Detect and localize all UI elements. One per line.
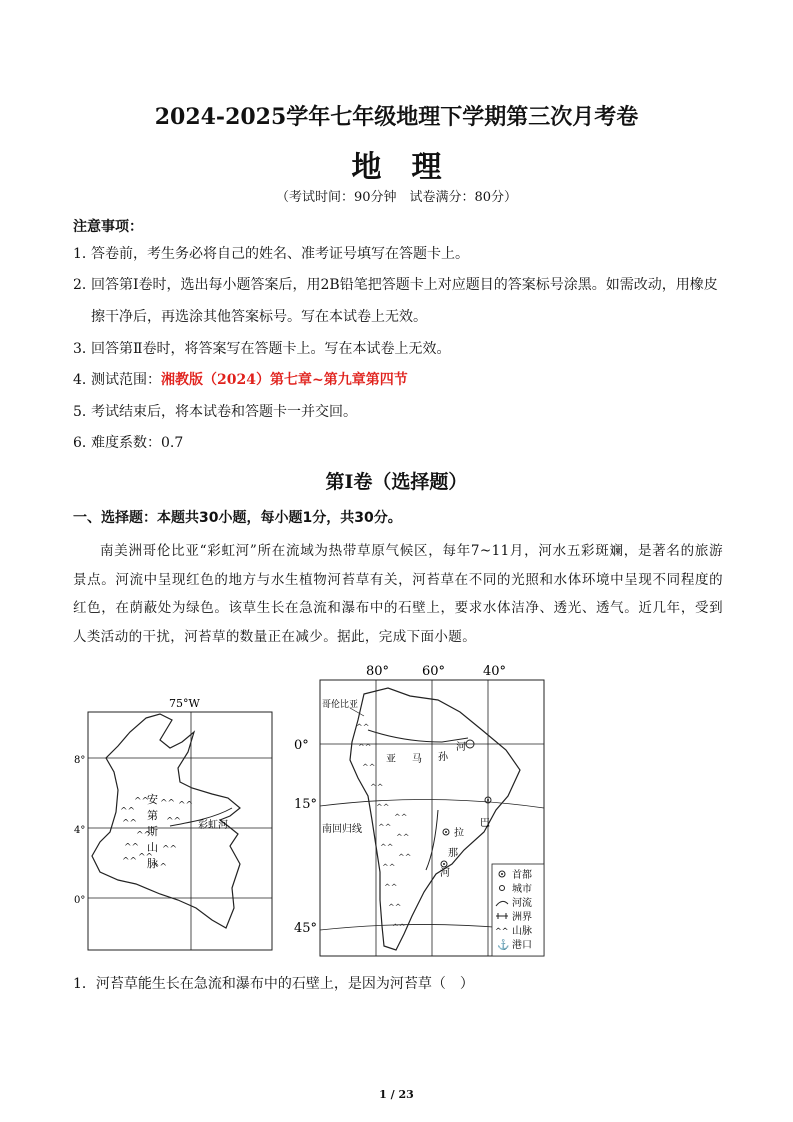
svg-text:^^: ^^: [382, 863, 396, 872]
parana-label: [440, 817, 490, 879]
svg-text:^^: ^^: [358, 743, 372, 752]
lat-45: 45°: [294, 921, 318, 936]
svg-text:孙: 孙: [438, 752, 448, 763]
colombia-map: [74, 692, 278, 962]
notice-title: 注意事项：: [73, 219, 143, 235]
test-scope: 湘教版（2024）第七章~第九章第四节: [161, 372, 408, 388]
svg-text:安: 安: [147, 793, 158, 806]
lon-label: 75°W: [169, 697, 200, 710]
svg-text:^^: ^^: [162, 845, 178, 855]
svg-text:^^: ^^: [120, 807, 136, 817]
notice-item-6: 6．难度系数：0.7: [73, 435, 184, 451]
lon-80: 80°: [366, 664, 390, 679]
passage: 南美洲哥伦比亚“彩虹河”所在流域为热带草原气候区，每年7~11月，河水五彩斑斓，是著名的旅游景点。河流中呈现红色的地方与水生植物河苔草有关，河苔草在不同的光照和水体环境中呈现不同程度的红色，在荫蔽处为绿色。该草生长在急流和瀑布中的石壁上，要求水体洁净、透光、透气。近几年，受到人类活动的干扰，河苔草的数量正在减少。据此，完成下面小题。: [73, 543, 723, 645]
section-title: 第Ⅰ卷（选择题）: [325, 471, 468, 493]
colombia-label: 哥伦比亚: [322, 700, 359, 710]
svg-text:亚: 亚: [386, 754, 396, 765]
part-heading: 一、选择题：本题共30小题，每小题1分，共30分。: [73, 510, 402, 526]
notice-item-2: 2．回答第Ⅰ卷时，选出每小题答案后，用2B铅笔把答题卡上对应题目的答案标号涂黑。如需改动，用橡皮: [73, 277, 718, 293]
svg-text:^^: ^^: [356, 723, 370, 732]
svg-text:^^: ^^: [166, 817, 182, 827]
lat-0: 0°: [294, 738, 309, 753]
lon-60: 60°: [422, 664, 446, 679]
notice-item-3: 3．回答第Ⅱ卷时，将答案写在答题卡上。写在本试卷上无效。: [73, 341, 451, 357]
notice-item-1: 1．答卷前，考生务必将自己的姓名、准考证号填写在答题卡上。: [73, 246, 469, 262]
svg-text:^^: ^^: [134, 797, 150, 807]
svg-text:第: 第: [147, 809, 158, 822]
svg-text:^^: ^^: [178, 801, 194, 811]
legend-border: 洲界: [512, 912, 532, 923]
svg-text:^^: ^^: [378, 823, 392, 832]
notice-item-5: 5．考试结束后，将本试卷和答题卡一并交回。: [73, 404, 357, 420]
svg-text:斯: 斯: [147, 825, 158, 838]
subject-title: 地理: [351, 150, 472, 185]
svg-text:那: 那: [448, 848, 458, 859]
svg-text:^^: ^^: [160, 799, 176, 809]
svg-text:^^: ^^: [495, 927, 509, 936]
question-1: 1．河苔草能生长在急流和瀑布中的石壁上，是因为河苔草（ ）: [73, 976, 474, 992]
svg-text:^^: ^^: [398, 853, 412, 862]
svg-text:河: 河: [440, 868, 450, 879]
page-number: 1 / 23: [379, 1088, 414, 1101]
amazon-river: [368, 730, 468, 742]
svg-text:巴: 巴: [480, 818, 490, 829]
svg-text:^^: ^^: [380, 843, 394, 852]
svg-text:^^: ^^: [136, 831, 152, 841]
svg-text:^^: ^^: [124, 843, 140, 853]
svg-text:^^: ^^: [138, 853, 154, 863]
svg-text:脉: 脉: [147, 857, 158, 870]
lat-0: 0°: [74, 895, 86, 906]
andes-label: [147, 792, 158, 870]
svg-text:河: 河: [456, 742, 466, 753]
svg-text:^^: ^^: [122, 819, 138, 829]
lat-4: 4°: [74, 825, 86, 836]
notice-item-4: 4．测试范围：湘教版（2024）第七章~第九章第四节: [73, 372, 408, 388]
svg-text:^^: ^^: [394, 813, 408, 822]
svg-text:^^: ^^: [370, 783, 384, 792]
andes-symbols: [356, 723, 411, 932]
tropic-label: 南回归线: [322, 824, 362, 835]
south-america-map: [292, 660, 548, 960]
legend-port: 港口: [512, 940, 532, 951]
rainbow-river-label: 彩虹河: [198, 820, 228, 831]
svg-text:马: 马: [412, 754, 422, 765]
legend-capital: 首都: [512, 870, 532, 881]
lat-15: 15°: [294, 797, 318, 812]
legend-river: 河流: [512, 898, 532, 909]
svg-text:⚓: ⚓: [497, 940, 510, 951]
svg-text:^^: ^^: [376, 803, 390, 812]
svg-text:^^: ^^: [362, 763, 376, 772]
legend-mountain: 山脉: [512, 926, 532, 937]
exam-info: （考试时间：90分钟 试卷满分：80分）: [275, 190, 518, 205]
svg-text:^^: ^^: [392, 923, 406, 932]
lon-40: 40°: [483, 664, 507, 679]
exam-title: 2024-2025学年七年级地理下学期第三次月考卷: [154, 104, 639, 130]
svg-text:拉: 拉: [454, 828, 464, 839]
notice-item-2-cont: 擦干净后，再选涂其他答案标号。写在本试卷上无效。: [91, 309, 427, 325]
svg-text:^^: ^^: [122, 857, 138, 867]
amazon-label: [386, 741, 466, 765]
legend-city: 城市: [512, 884, 532, 895]
svg-text:^^: ^^: [396, 833, 410, 842]
lat-8: 8°: [74, 755, 86, 766]
svg-text:山: 山: [147, 841, 158, 854]
svg-text:^^: ^^: [384, 883, 398, 892]
svg-text:^^: ^^: [388, 903, 402, 912]
svg-text:^^: ^^: [152, 863, 168, 873]
